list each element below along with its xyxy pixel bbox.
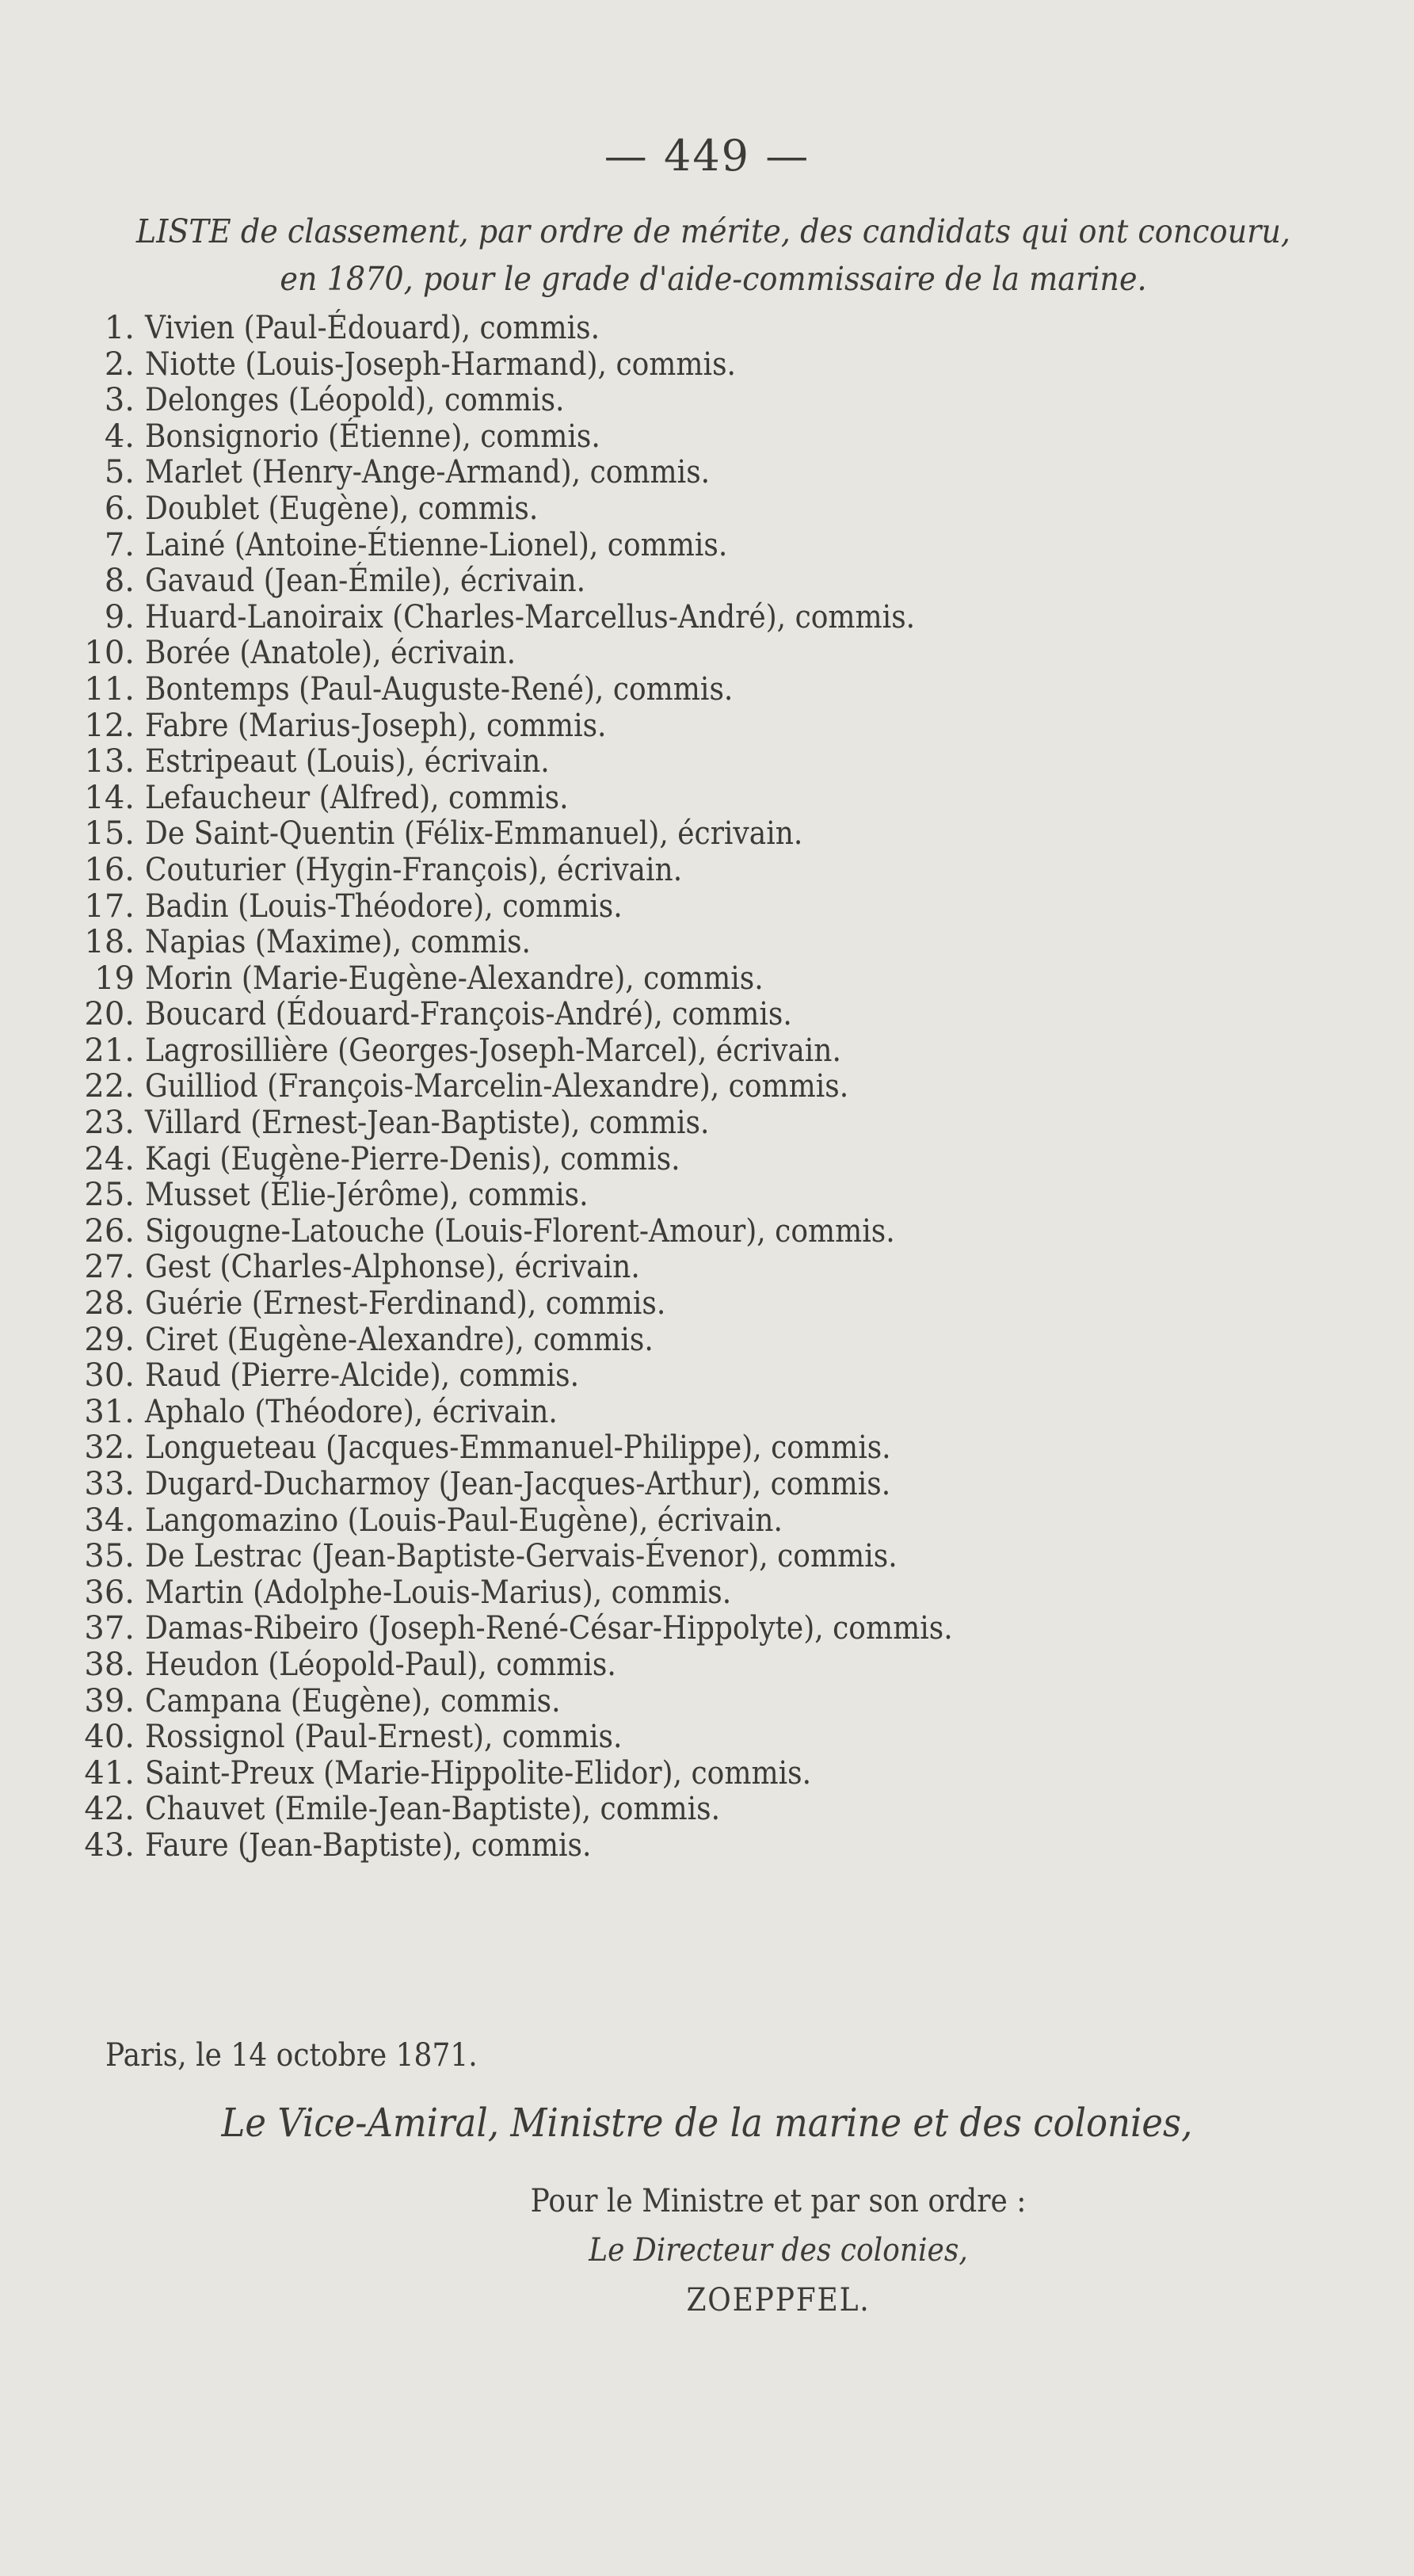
list-item — [0, 1250, 1414, 1286]
list-item — [0, 1430, 1414, 1467]
list-item — [0, 1647, 1414, 1684]
candidate-entry: Huard-Lanoiraix (Charles-Marcellus-André), commis. — [145, 598, 916, 635]
rank-number: 30. — [84, 1357, 135, 1395]
candidate-entry: Villard (Ernest-Jean-Baptiste), commis. — [145, 1105, 710, 1142]
document-date: Paris, le 14 octobre 1871. — [105, 2037, 478, 2074]
candidate-entry: Napias (Maxime), commis. — [145, 924, 532, 961]
rank-number: 34. — [84, 1502, 135, 1539]
candidate-entry: Marlet (Henry-Ange-Armand), commis. — [145, 454, 711, 491]
candidate-entry: Martin (Adolphe-Louis-Marius), commis. — [145, 1574, 732, 1611]
candidate-entry: Langomazino (Louis-Paul-Eugène), écrivain. — [145, 1502, 783, 1539]
candidate-entry: Musset (Élie-Jérôme), commis. — [145, 1177, 589, 1214]
rank-number: 15. — [84, 815, 135, 853]
rank-number: 6. — [104, 490, 135, 527]
rank-number: 35. — [84, 1538, 135, 1575]
candidate-entry: Kagi (Eugène-Pierre-Denis), commis. — [145, 1140, 680, 1177]
rank-number: 38. — [84, 1646, 135, 1683]
list-item — [0, 1358, 1414, 1395]
list-item — [0, 780, 1414, 817]
rank-number: 10. — [84, 635, 135, 672]
rank-number: 42. — [84, 1791, 135, 1828]
rank-number: 1. — [104, 310, 135, 346]
list-item — [0, 744, 1414, 780]
candidate-entry: Rossignol (Paul-Ernest), commis. — [145, 1719, 623, 1756]
list-heading — [87, 208, 1340, 303]
rank-number: 24. — [84, 1140, 135, 1177]
ranking-list — [0, 311, 1414, 1864]
list-item — [0, 997, 1414, 1033]
list-item — [0, 635, 1414, 672]
list-item — [0, 961, 1414, 998]
list-item — [0, 1177, 1414, 1214]
rank-number: 4. — [104, 418, 135, 455]
candidate-entry: Ciret (Eugène-Alexandre), commis. — [145, 1321, 654, 1358]
candidate-entry: Doublet (Eugène), commis. — [145, 490, 539, 527]
candidate-entry: Sigougne-Latouche (Louis-Florent-Amour), commis. — [145, 1212, 895, 1250]
list-item — [0, 1828, 1414, 1864]
rank-number: 18. — [84, 924, 135, 961]
list-item — [0, 311, 1414, 347]
page-number: — 449 — — [604, 131, 810, 181]
list-item — [0, 1467, 1414, 1503]
list-item — [0, 491, 1414, 528]
candidate-entry: Longueteau (Jacques-Emmanuel-Philippe), commis. — [145, 1429, 891, 1467]
rank-number: 28. — [84, 1285, 135, 1322]
candidate-entry: De Lestrac (Jean-Baptiste-Gervais-Évenor), commis. — [145, 1538, 898, 1575]
rank-number: 17. — [84, 887, 135, 925]
rank-number: 41. — [84, 1754, 135, 1792]
candidate-entry: Bonsignorio (Étienne), commis. — [145, 418, 600, 455]
list-item — [0, 1756, 1414, 1792]
rank-number: 23. — [84, 1105, 135, 1142]
rank-number: 29. — [84, 1321, 135, 1358]
rank-number: 32. — [84, 1429, 135, 1467]
list-item — [0, 1142, 1414, 1178]
candidate-entry: Campana (Eugène), commis. — [145, 1682, 561, 1719]
candidate-entry: Guilliod (François-Marcelin-Alexandre), commis. — [145, 1068, 849, 1105]
list-item — [0, 1105, 1414, 1142]
signature-title: Le Vice-Amiral, Ministre de la marine et des colonies, — [221, 2100, 1193, 2146]
rank-number: 19 — [94, 960, 135, 997]
list-item — [0, 455, 1414, 491]
list-item — [0, 419, 1414, 456]
list-item — [0, 1214, 1414, 1250]
rank-number: 40. — [84, 1719, 135, 1756]
list-item — [0, 1033, 1414, 1070]
candidate-entry: De Saint-Quentin (Félix-Emmanuel), écrivain. — [145, 815, 803, 853]
rank-number: 8. — [104, 563, 135, 600]
candidate-entry: Fabre (Marius-Joseph), commis. — [145, 707, 607, 744]
rank-number: 3. — [104, 382, 135, 419]
rank-number: 12. — [84, 707, 135, 744]
rank-number: 37. — [84, 1610, 135, 1647]
rank-number: 9. — [104, 598, 135, 635]
rank-number: 43. — [84, 1826, 135, 1864]
rank-number: 2. — [104, 345, 135, 383]
list-item — [0, 1395, 1414, 1431]
candidate-entry: Couturier (Hygin-François), écrivain. — [145, 851, 683, 888]
candidate-entry: Niotte (Louis-Joseph-Harmand), commis. — [145, 345, 736, 383]
rank-number: 13. — [84, 743, 135, 780]
candidate-entry: Gest (Charles-Alphonse), écrivain. — [145, 1249, 640, 1286]
rank-number: 11. — [84, 670, 135, 708]
candidate-entry: Estripeaut (Louis), écrivain. — [145, 743, 550, 780]
list-item — [0, 1322, 1414, 1359]
rank-number: 33. — [84, 1466, 135, 1502]
rank-number: 7. — [104, 526, 135, 563]
rank-number: 31. — [84, 1393, 135, 1430]
rank-number: 27. — [84, 1249, 135, 1286]
signature-director-title: Le Directeur des colonies, — [589, 2232, 968, 2269]
candidate-entry: Guérie (Ernest-Ferdinand), commis. — [145, 1285, 666, 1322]
candidate-entry: Morin (Marie-Eugène-Alexandre), commis. — [145, 960, 764, 997]
list-item — [0, 708, 1414, 745]
list-item — [0, 816, 1414, 853]
heading-line-2: en 1870, pour le grade d'aide-commissaire de la marine. — [280, 260, 1147, 298]
list-item — [0, 1684, 1414, 1720]
list-item — [0, 1286, 1414, 1322]
candidate-entry: Raud (Pierre-Alcide), commis. — [145, 1357, 580, 1395]
candidate-entry: Chauvet (Emile-Jean-Baptiste), commis. — [145, 1791, 721, 1828]
list-item — [0, 1792, 1414, 1828]
list-item — [0, 563, 1414, 600]
candidate-entry: Heudon (Léopold-Paul), commis. — [145, 1646, 616, 1683]
list-item — [0, 1069, 1414, 1105]
signatory-name: ZOEPPFEL. — [686, 2282, 871, 2318]
rank-number: 14. — [84, 779, 135, 816]
candidate-entry: Dugard-Ducharmoy (Jean-Jacques-Arthur), commis. — [145, 1466, 891, 1502]
list-item — [0, 925, 1414, 961]
list-item — [0, 1503, 1414, 1540]
list-item — [0, 672, 1414, 708]
candidate-entry: Delonges (Léopold), commis. — [145, 382, 565, 419]
candidate-entry: Bontemps (Paul-Auguste-René), commis. — [145, 670, 734, 708]
candidate-entry: Aphalo (Théodore), écrivain. — [145, 1393, 558, 1430]
signature-delegation: Pour le Ministre et par son ordre : — [530, 2183, 1027, 2219]
candidate-entry: Lefaucheur (Alfred), commis. — [145, 779, 569, 816]
rank-number: 39. — [84, 1682, 135, 1719]
list-item — [0, 889, 1414, 925]
rank-number: 22. — [84, 1068, 135, 1105]
rank-number: 20. — [84, 996, 135, 1033]
list-item — [0, 347, 1414, 384]
candidate-entry: Damas-Ribeiro (Joseph-René-César-Hippolyte), commis. — [145, 1610, 953, 1647]
candidate-entry: Boucard (Édouard-François-André), commis. — [145, 996, 792, 1033]
list-item — [0, 1611, 1414, 1647]
rank-number: 26. — [84, 1212, 135, 1250]
rank-number: 21. — [84, 1032, 135, 1069]
list-item — [0, 1539, 1414, 1575]
candidate-entry: Lagrosillière (Georges-Joseph-Marcel), écrivain. — [145, 1032, 841, 1069]
candidate-entry: Lainé (Antoine-Étienne-Lionel), commis. — [145, 526, 728, 563]
rank-number: 16. — [84, 851, 135, 888]
list-item — [0, 1719, 1414, 1756]
candidate-entry: Badin (Louis-Théodore), commis. — [145, 887, 623, 925]
list-item — [0, 853, 1414, 889]
candidate-entry: Borée (Anatole), écrivain. — [145, 635, 516, 672]
rank-number: 36. — [84, 1574, 135, 1611]
candidate-entry: Gavaud (Jean-Émile), écrivain. — [145, 563, 586, 600]
list-item — [0, 383, 1414, 419]
rank-number: 25. — [84, 1177, 135, 1214]
list-item — [0, 600, 1414, 636]
heading-line-1: LISTE de classement, par ordre de mérite, des candidats qui ont concouru, — [135, 212, 1291, 250]
candidate-entry: Faure (Jean-Baptiste), commis. — [145, 1826, 592, 1864]
list-item — [0, 1575, 1414, 1612]
list-item — [0, 528, 1414, 564]
rank-number: 5. — [104, 454, 135, 491]
candidate-entry: Vivien (Paul-Édouard), commis. — [145, 310, 600, 346]
candidate-entry: Saint-Preux (Marie-Hippolite-Elidor), commis. — [145, 1754, 812, 1792]
